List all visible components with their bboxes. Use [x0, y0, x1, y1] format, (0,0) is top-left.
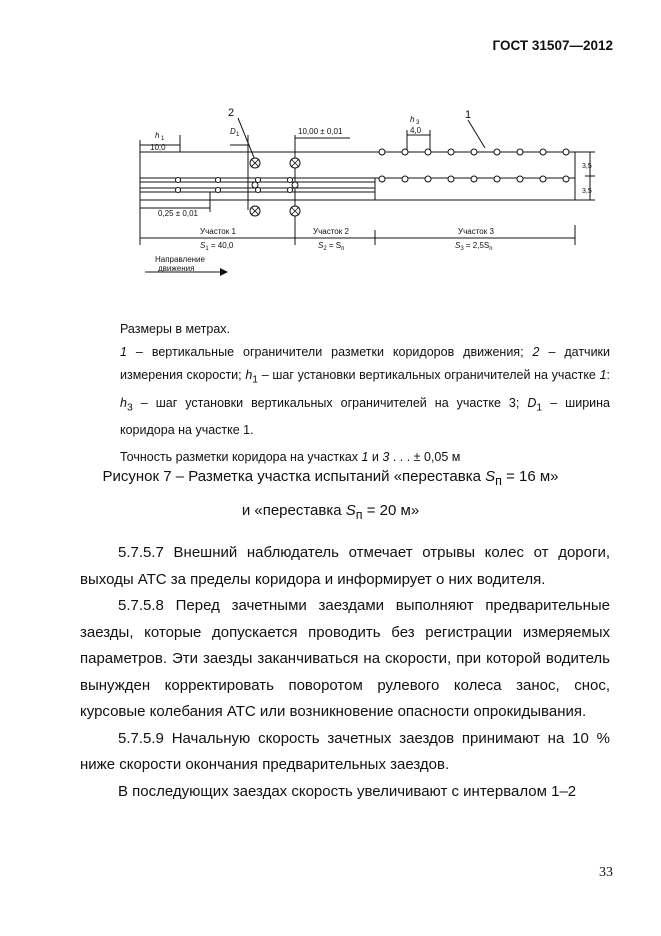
h1-value: 10,0 [150, 143, 166, 152]
d1-label: D [230, 127, 236, 136]
document-code: ГОСТ 31507—2012 [492, 38, 613, 53]
s3-formula: $S_3 = 2,5S_п$ [455, 241, 493, 252]
paragraph: 5.7.5.9 Начальную скорость зачетных заездов принимают на 10 % ниже скорости окончания предварительных заездов. [80, 729, 610, 773]
page-number: 33 [599, 865, 613, 880]
h3-sub: 3 [416, 120, 420, 126]
h1-sub: 1 [161, 136, 165, 142]
h3-value: 4,0 [410, 126, 422, 135]
direction-line1: Направление [155, 255, 205, 264]
section2-label: Участок 2 [313, 227, 349, 236]
test-section-diagram [130, 100, 610, 290]
units-note: Размеры в метрах. [120, 322, 231, 336]
s2-formula: $S_2 = S_п$ [318, 241, 345, 252]
legend-definitions: 1 – вертикальные ограничители разметки коридоров движения; 2 – датчики измерения скорости; $h_1$ – шаг установки вертикальных ограничителей на участке 1: $h_3$ – шаг установки вертикальных ограничителей на участке 3; $D_1$ – ширина коридора на участке 1. [120, 345, 611, 437]
dim-025-label: 0,25 ± 0,01 [158, 209, 198, 218]
dim-10-label: 10,00 ± 0,01 [298, 127, 343, 136]
figure-title-line1: Рисунок 7 – Разметка участка испытаний «переставка $S_п = 16$ м» [102, 468, 559, 488]
section3-label: Участок 3 [458, 227, 494, 236]
accuracy-note: Точность разметки коридора на участках 1 и 3 . . . ± 0,05 м [120, 450, 461, 464]
section1-label: Участок 1 [200, 227, 236, 236]
direction-line2: движения [158, 264, 195, 273]
callout-2-label: 2 [228, 107, 235, 119]
paragraph: 5.7.5.8 Перед зачетными заездами выполняют предварительные заезды, которые допускается проводить без регистрации измеряемых параметров. Эти заезды заканчиваться на скорости, при которой водитель вынужден корректировать поворотом рулевого колеса занос, снос, курсовые колебания АТС или возникновение опасности опрокидывания. [80, 597, 610, 720]
s1-formula: $S_1 = 40,0$ [200, 241, 234, 252]
body-text [80, 540, 610, 805]
figure-legend [120, 318, 610, 469]
callout-1-label: 1 [465, 109, 472, 121]
paragraph: 5.7.5.7 Внешний наблюдатель отмечает отрывы колес от дороги, выходы АТС за пределы коридора и информирует о них водителя. [80, 544, 610, 588]
figure-title [0, 462, 661, 530]
figure-title-line2: и «переставка $S_п = 20$ м» [241, 502, 420, 522]
h3-label: h [410, 115, 415, 124]
d1-sub: 1 [236, 132, 240, 138]
width-a-label: 3,5 [582, 163, 592, 170]
paragraph: В последующих заездах скорость увеличивают с интервалом 1–2 [118, 782, 577, 800]
width-b-label: 3,5 [582, 188, 592, 195]
h1-label: h [155, 131, 160, 140]
